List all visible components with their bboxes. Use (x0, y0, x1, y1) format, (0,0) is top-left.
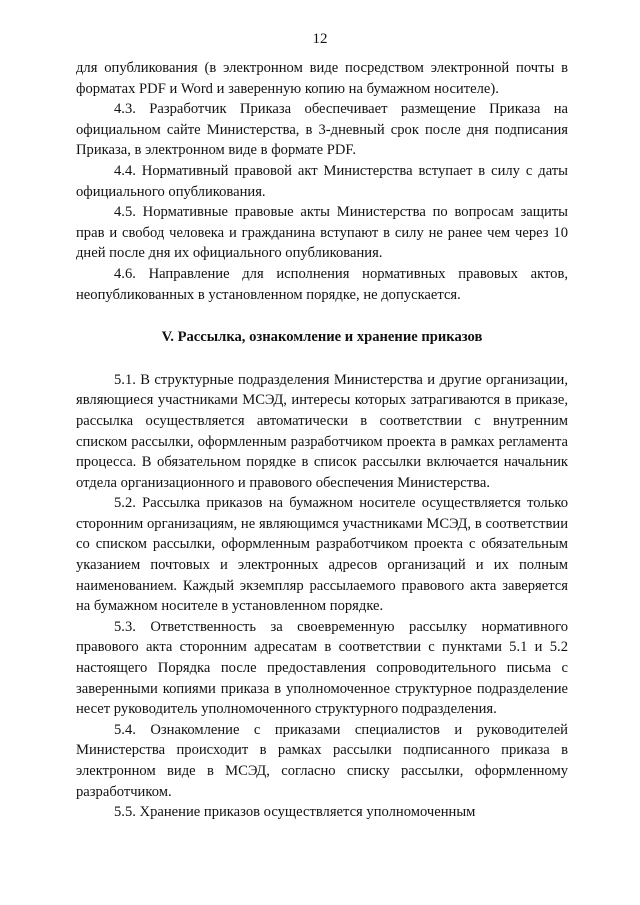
paragraph-5-3: 5.3. Ответственность за своевременную рассылку нормативного правового акта сторонним адресатам в соответствии с пунктами 5.1 и 5.2 настоящего Порядка после предоставления сопроводительного письма с заверенными копиями приказа в уполномоченное структурное подразделение несет руководитель уполномоченного структурного подразделения. (76, 618, 568, 718)
page-number: 12 (312, 31, 328, 47)
paragraph-5-5: 5.5. Хранение приказов осуществляется уполномоченным (114, 804, 476, 821)
paragraph-4-3: 4.3. Разработчик Приказа обеспечивает размещение Приказа на официальном сайте Министерства, в 3-дневный срок после дня подписания Приказа, в электронном виде в формате PDF. (76, 101, 568, 159)
paragraph-4-6: 4.6. Направление для исполнения нормативных правовых актов, неопубликованных в установленном порядке, не допускается. (76, 265, 568, 303)
paragraph-4-4: 4.4. Нормативный правовой акт Министерства вступает в силу с даты официального опубликования. (76, 162, 568, 200)
paragraph-5-1: 5.1. В структурные подразделения Министерства и другие организации, являющиеся участниками МСЭД, интересы которых затрагиваются в приказе, рассылка осуществляется автоматически в соответствии с внутренним списком рассылки, оформленным разработчиком проекта в рамках регламента процесса. В обязательном порядке в список рассылки включается начальник отдела организационного и правового обеспечения Министерства. (76, 371, 568, 491)
paragraph-continuation: для опубликования (в электронном виде посредством электронной почты в форматах PDF и Word и заверенную копию на бумажном носителе). (76, 60, 568, 97)
document-body (76, 58, 568, 823)
paragraph-5-2: 5.2. Рассылка приказов на бумажном носителе осуществляется только сторонним организациям, не являющимся участниками МСЭД, в соответствии со списком рассылки, оформленным разработчиком проекта с обязательным указанием почтовых и электронных адресов организаций и их полным наименованием. Каждый экземпляр рассылаемого правового акта заверяется на бумажном носителе в установленном порядке. (76, 495, 568, 615)
paragraph-5-4: 5.4. Ознакомление с приказами специалистов и руководителей Министерства происходит в рамках рассылки подписанного приказа в электронном виде в МСЭД, согласно списку рассылки, оформленному разработчиком. (76, 721, 568, 800)
paragraph-4-5: 4.5. Нормативные правовые акты Министерства по вопросам защиты прав и свобод человека и гражданина вступают в силу не ранее чем через 10 дней после дня их официального опубликования. (76, 204, 568, 262)
section-title: V. Рассылка, ознакомление и хранение приказов (161, 329, 483, 346)
